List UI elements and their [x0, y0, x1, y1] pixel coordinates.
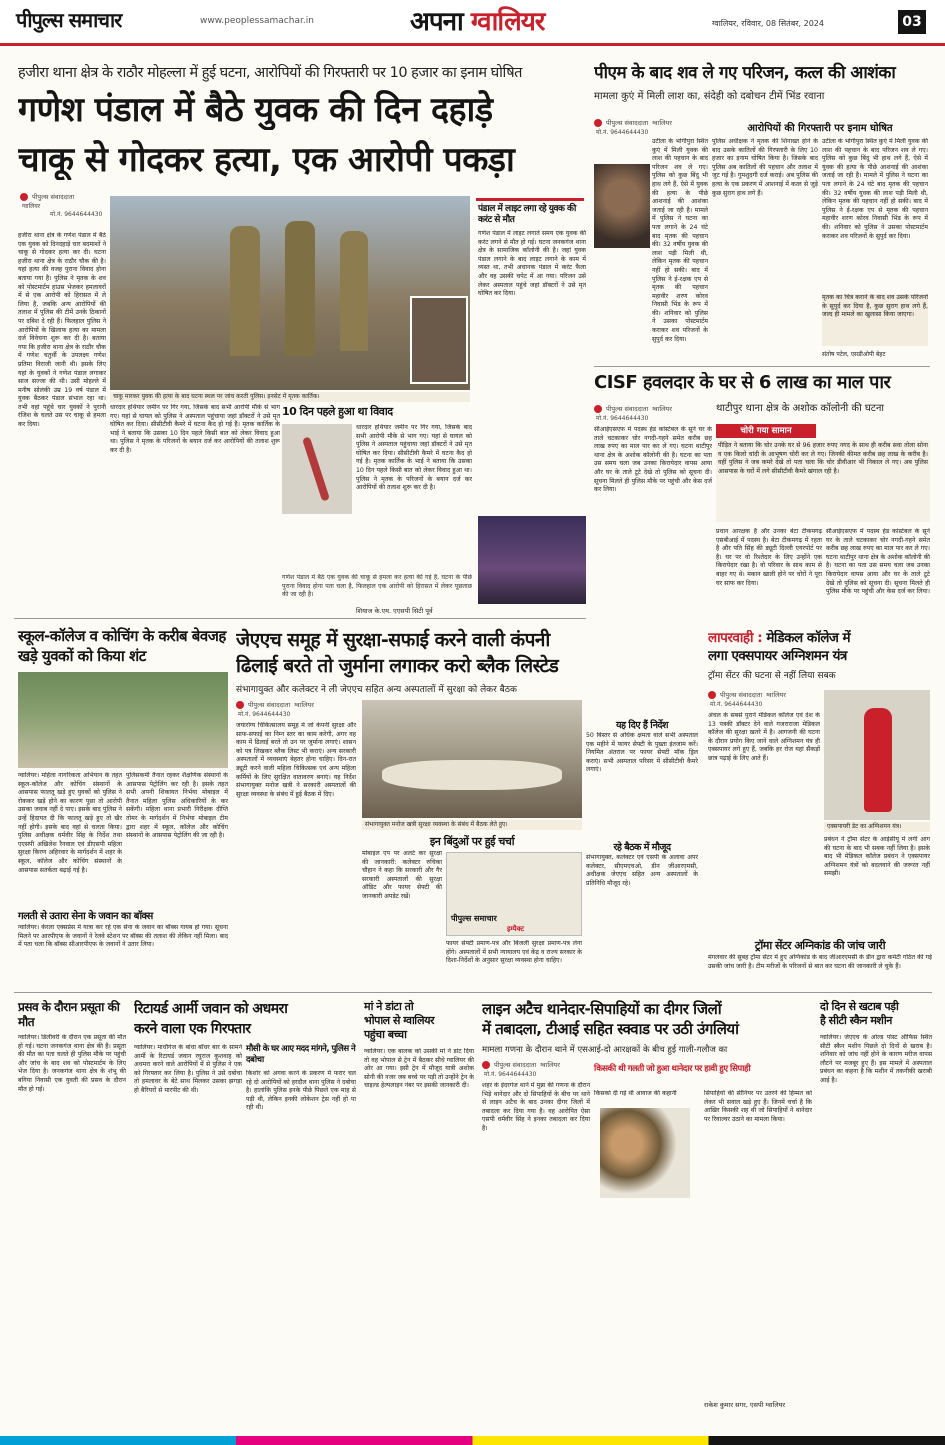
right-top-sub: आरोपियों की गिरफ्तारी पर इनाम घोषित — [747, 123, 893, 134]
medical-headline-2: लगा एक्सपायर अग्निशमन यंत्र — [708, 648, 847, 664]
byline-dot-icon — [708, 691, 716, 699]
transfer-body: शहर के इंदरगंज थाने में मुन्ना की गणना के दौरान भिड़े थानेदार और दो सिपाहियों के बीच पर थाने से लाइन अटैच के बाद उनका दीगर जिलों में तबादला कर दिया गया है। वह आरोपित ऐसा एसपी धर्मवीर सिंह ने इनका तबादला कर दिया है। — [482, 1082, 590, 1132]
byline-name: पीपुल्स संवाददाता — [494, 1061, 537, 1069]
clipping-paper: पीपुल्स समाचार — [451, 914, 497, 923]
right-top-col2: पुलिस अधीक्षक ने मृतक की शिनाख्त होने के बाद उसके कातिलों की गिरफ्तारी के लिए 10 हजार का इनाम घोषित किया है। जिसके बाद पुलिस अब कातिलों की पहचान और तलाश में जुट गई है। गुमशुदगी दर्ज कराई। अब पुलिस की हत्या के एक प्रकरण में आशनाई में कत्ल से जुड़े कुछ सुराग हाथ लगे हैं। — [712, 138, 818, 197]
lead-quote-by: शियाज के.एम. एएसपी सिटी पूर्व — [356, 607, 433, 615]
cisf-col2: प्रधान आरक्षक है और उनका बेटा टीकमगढ़ एसबीआई में पदस्थ है। बेटा टीकमगढ़ में रहता है और पति सिंह की ड्यूटी दिल्ली एयरपोर्ट पर है। घर पर वो रिश्तेदार के लिए उन्होंने एक किरायेदार रखा है। वो परिवार के साथ काम से बाहर गए थे। मकान खाली होने पर चोरों ने पूरा घर साफ कर दिया। — [716, 528, 822, 587]
army-attack-subhead: मौसी के घर आए मदद मांगने, पुलिस ने दबोचा — [246, 1044, 356, 1065]
cisf-list: पीड़ित ने बताया कि चोर उनके घर से 96 हजार रुपए नगद के साथ ही करीब सवा तोला सोना व एक किलो चांदी के आभूषण चोरी कर ले गए। जिनकी कीमत करीब छह लाख के करीब है। वहीं पुलिस ने जब कमरे देखे तो पता चला कि चोर डीवीआर भी निकाल ले गए। अब पुलिस आसपास के घरों में लगे सीसीटीवी कैमरे खंगाल रही है। — [716, 440, 930, 522]
medical-body: अंचल के सबसे पुराने मेडिकल कॉलेज एवं देश के 13 पत्रकी डॉक्टर देने वाले गजराराजा मेडिकल कॉलेज की सुरक्षा खतरे में है। आगजनी की घटना के दौरान प्रयोग किए जाने वाले अग्निशमन यंत्र ही एक्सपायर लगे हुए हैं, जबकि हर रोज यहां सैकड़ों छात्र पढ़ाई के लिए आते हैं। — [708, 712, 820, 762]
lead-mobile: मो.नं. 9644644430 — [50, 211, 103, 218]
medical-headline-1 — [708, 630, 932, 647]
army-attack-body: ग्वालियर। माधौगंज के बांधा बाँधर बार के सामने आर्मी के रिटायर्ड जवान रघुराज कुशवाह को अधमरा करने वाले आरोपियों में से पुलिस ने एक को गिरफ्तार कर लिया है। पुलिस ने उसे दबोचा तो हमलावर के बेटे साथ मिलकर उसका झगड़ा हो बैरियरों से मारपीट की थी। — [134, 1044, 242, 1094]
byline-city: ग्वालियर — [652, 405, 672, 413]
right-top-headline: पीएम के बाद शव ले गए परिजन, कत्ल की आशंका — [594, 63, 896, 83]
right-top-mobile: मो.नं. 9644644430 — [596, 129, 649, 136]
police-figure — [230, 226, 260, 356]
dateline: ग्वालियर, रविवार, 08 सितंबर, 2024 — [712, 19, 824, 28]
side-body: गणेश पंडाल में लाइट लगाते समय एक युवक की करंट लगने से मौत हो गई। घटना जनकगंज थाना क्षेत्र के सामाजिक कॉलोनी की है। जहां युवक पंडाल लगाने के बाद लाइट लगाने के काम में व्यस्त था, तभी अचानक पंडाल में करंट फैला और वह उसकी चपेट में आ गया। परिजन उसे लेकर अस्पताल पहुंचे जहां डॉक्टरों ने उसे मृत घोषित कर दिया। — [478, 230, 586, 298]
school-body: ग्वालियर। महिला नागरिकता अभियान के तहत स्कूल-कॉलेज और कोचिंग संस्थानों के आसपास फालतू खड़े हुए युवकों को पुलिस ने रोककर खड़े होने का कारण पूछा तो आरोपी उसका जवाब नहीं दे पाए। इसके बाद पुलिस ने उन्हें हिदायत दी कि फालतू खड़े हुए तो खैर नहीं होगी। इसके बाद वहां से चलता किया। पुलिस अधीक्षक धर्मवीर सिंह के निर्देश तथा एएसपी अखिलेश रैनवाल एवं डीएसपी महिला सुरक्षा किरण अहिरवार के मार्गदर्शन में शहर के स्कूल, कॉलेज और कोचिंग संस्थानों के आसपास सतर्कता बढ़ाई गई है। — [18, 772, 122, 874]
byline-city: ग्वालियर — [652, 119, 672, 127]
byline-dot-icon — [594, 405, 602, 413]
extinguisher-caption: एक्सपायरी डेट का अग्निशमन यंत्र। — [824, 822, 930, 832]
right-top-byline — [594, 118, 704, 127]
website: www.peoplessamachar.in — [200, 16, 314, 26]
police-cartoon — [600, 1108, 690, 1198]
medical-deck: ट्रॉमा सेंटर की घटना से नहीं लिया सबक — [708, 671, 836, 681]
lead-body: हजीरा थाना क्षेत्र के गणेश पंडाल में बैठे एक युवक को दिनदहाड़े चार बदमाशों ने चाकू से गोदकर हत्या कर दी। घटना हजीरा थाना क्षेत्र के राठौर चौक की है। यहां हत्या की वजह पुराना विवाद होना बताया गया है। पुलिस ने मृतक के शव को पोस्टमार्टम हाउस भेजकर हमलावरों में से एक आरोपी को हिरासत में ले लिया है, जबकि अन्य आरोपियों की तलाश में पुलिस की टीमें उनके ठिकानों पर दबिश दे रही हैं। फिलहाल पुलिस ने आरोपियों के खिलाफ हत्या का मामला दर्ज विवेचना शुरू कर दी है। बताया गया कि हजीरा थाना क्षेत्र के राठौर चौक में गणेश चतुर्थी के उपलक्ष्य गणेश प्रतिमा विराजी जानी थी। इसके लिए यहां के युवकों ने गणेश पंडाल लगाकर साज सज्जा की थी। उसी मोहल्ले में मनीष सोलंकी उम्र 19 वर्ष पंडाल में युवक बैठकर पंडाल संभाल रहा था। तभी वहां पहुंचे चार युवकों ने पुरानी रंजिश के चलते उस पर चाकू से हमला कर दिया। — [18, 232, 106, 429]
lead-byline-city: ग्वालियर — [22, 203, 41, 210]
byline-city: ग्वालियर — [294, 701, 314, 709]
lead-headline-2: चाकू से गोदकर हत्या, एक आरोपी पकड़ा — [18, 140, 515, 180]
ctscan-headline-2: है सीटी स्कैन मशीन — [820, 1014, 892, 1027]
clipping-label: इम्पैक्ट — [507, 925, 524, 933]
jah-col4: फायर सेफ्टी प्रमाण-पत्र और बिजली सुरक्षा प्रमाण-पत्र लेना होंगे। अस्पतालों में सभी न्यायालय एवं केंद्र व राज्य सरकार के दिशा-निर्देशों के अनुसार सुरक्षा व्यवस्था होना चाहिए। — [446, 940, 582, 965]
right-top-col3: उटीला के भोगीपुरा स्थित कुएं में मिली युवक की लाश की पहचान के बाद परिजन शव ले गए। पुलिस को कुछ बिंदु भी हाथ लगे हैं, ऐसे में युवक की हत्या के पीछे आशनाई की आशंका जताई जा रही है। मामले में पुलिस ने घटना का पता लगाने के 24 घंटे बाद मृतक की पहचान की। 32 वर्षीय युवक की लाश पड़ी मिली थी, लेकिन मृतक की पहचान नहीं हो सकी। बाद में पुलिस ने ई-रक्षक एप से मृतक की पहचान महावीर शरण कोरव निवासी भिंड के रूप में की। शनिवार को पुलिस ने उसका पोस्टमार्टम कराकर शव परिजनों के सुपुर्द कर दिया। — [822, 138, 928, 240]
medical-headline-1-text: मेडिकल कॉलेज में — [766, 630, 851, 646]
directions-headline: यह दिए हैं निर्देश — [615, 720, 669, 731]
cisf-divider — [594, 366, 930, 367]
school-photo — [18, 672, 228, 768]
jah-deck: संभागायुक्त और कलेक्टर ने ली जेएएच सहित अन्य अस्पतालों में सुरक्षा को लेकर बैठक — [236, 685, 517, 695]
right-top-caption: मृतक का चित्र कराने के बाद शव उसके परिजनों के सुपुर्द कर दिया है, कुछ सुराग हाथ लगे हैं, जल्द ही मामले का खुलासा किया जाएगा। — [822, 294, 928, 346]
knife-icon — [302, 436, 330, 501]
present-body: संभागायुक्त, कलेक्टर एवं एसपी के अलावा अपर कलेक्टर, सीएमएचओ, डीन जीआरएमसी, अधीक्षक जेएएच सहित अन्य अस्पतालों के प्रतिनिधि मौजूद रहे। — [586, 854, 698, 887]
transfer-headline-2: में तबादला, टीआई सहित स्क्वाड पर उठी उंगलियां — [482, 1020, 739, 1038]
section-divider — [14, 618, 586, 619]
trauma-headline: ट्रॉमा सेंटर अग्निकांड की जांच जारी — [754, 939, 886, 952]
cisf-mobile: मो.नं. 9644644430 — [596, 415, 649, 422]
byline-name: पीपुल्स संवाददाता — [606, 405, 649, 413]
lead-sub-body: धारदार हथियार जमीन पर गिर गया, जिसके बाद सभी आरोपी मौके से भाग गए। यहां से घायल को पुलिस ने अस्पताल पहुंचाया जहां डॉक्टरों ने उसे मृत घोषित कर दिया। सीसीटीवी कैमरे में घटना कैद हो गई है। मृतक कार्तिक के भाई ने बताया कि उसका 10 दिन पहले किसी बात को लेकर विवाद हुआ था। पुलिस ने मृतक के परिजनों के बयान दर्ज कर आरोपियों की तलाश शुरू कर दी है। — [110, 404, 280, 454]
page-number: 03 — [898, 10, 926, 34]
child-body: ग्वालियर। एक बालक को उसकी मां ने डांट दिया तो वह भोपाल से ट्रेन में बैठकर सीधे ग्वालियर की ओर आ गया। इसी ट्रेन में मौजूद यात्री अशोक सोनी की नजर जब बच्चे पर पड़ी तो उन्होंने ट्रेन के चाइल्ड हेल्पलाइन नंबर पर इसकी जानकारी दी। — [364, 1048, 474, 1090]
knife-photo — [282, 424, 352, 514]
army-attack-headline-2: करने वाला एक गिरफ्तार — [134, 1021, 251, 1037]
cisf-headline: CISF हवलदार के घर से 6 लाख का माल पार — [594, 372, 891, 393]
lead-photo — [110, 196, 470, 390]
side-photo — [478, 516, 586, 604]
transfer-box: किसको दी गई थी आवाज की कहानी — [594, 1090, 677, 1097]
ctscan-headline-1: दो दिन से खटाब पड़ी — [820, 1000, 899, 1013]
medical-col2: प्रबंधन ने ट्रॉमा सेंटर के आईसीयू में लगी आग की घटना के बाद भी सबक नहीं लिया है। इसके बाद भी मेडिकल कॉलेज प्रबंधन ने एक्सपायर अग्निशमन यंत्रों को बदलवाने की जरूरत नहीं समझी। — [824, 836, 930, 878]
jah-mobile: मो.नं. 9644644430 — [238, 711, 291, 718]
pregnancy-body: ग्वालियर। डिलीवरी के दौरान एक प्रसूता की मौत हो गई। घटना जनकगंज थाना क्षेत्र की है। प्रसूता की मौत का पता चलते ही पुलिस मौके पर पहुंची और जांच के बाद शव को पोस्टमार्टम के लिए भेज दिया है। जनकगंज थाना क्षेत्र के शंभू की बगिया निवासी एक युवती की प्रसव के दौरान मौत हो गई। — [18, 1034, 126, 1093]
byline-dot-icon — [594, 119, 602, 127]
lead-photo-caption: चाकू मारकर युवक की हत्या के बाद घटना स्थल पर जांच करती पुलिस। इनसेट में मृतक कार्तिक। — [110, 392, 470, 402]
byline-name: पीपुल्स संवाददाता — [248, 701, 291, 709]
masthead — [0, 0, 945, 46]
byline-dot-icon — [20, 193, 28, 201]
cisf-col3: सीआईएसएफ में पदस्थ हेड कांस्टेबल के सूने घर के ताले चटकाकर चोर नगदी-गहने समेत करीब छह लाख रुपए का माल पार कर ले गए। घटना थाटीपुर थाना क्षेत्र के अशोक कॉलोनी की है। घटना का पता उस समय चला जब उनका किरायेदार वापस आया और घर के ताले टूटे देखे तो पुलिस को सूचना दी। सूचना मिलते ही पुलिस मौके पर पहुंची और केस दर्ज कर लिया। — [826, 528, 930, 596]
byline-dot-icon — [236, 701, 244, 709]
trauma-body: मंगलवार की सुबह ट्रॉमा सेंटर में हुए अग्निकांड के बाद जीआरएमसी के डीन द्वारा कमेटी गठित की गई उसकी जांच जारी है। टीम मरीजों के परिजनों से बात कर घटना की जानकारी ले चुके हैं। — [708, 954, 932, 970]
school-col2: पुलिसकर्मी तैनात रहकर शैक्षणिक संस्थानों के आसपास पेट्रोलिंग कर रही है। इसके तहत सभी अपनी शिकायत निर्भया मोबाइल में तैनात महिला पुलिस अधिकारियों के कर सकेंगी। महिला थाना प्रभारी निरीक्षक दीप्ति तोमर के मार्गदर्शन में निर्भया मोबाइल टीम द्वारा शहर में स्कूल, कॉलेज और कोचिंग संस्थानों के आसपास पेट्रोलिंग की जा रही है। — [126, 772, 228, 840]
byline-city: ग्वालियर — [540, 1061, 560, 1069]
byline-city: ग्वालियर — [766, 691, 786, 699]
school-headline: स्कूल-कॉलेज व कोचिंग के करीब बेवजह खड़े युवकों को किया शंट — [18, 627, 226, 665]
jah-headline-2: ढिलाई बरते तो जुर्माना लगाकर करो ब्लैक लिस्टेड — [236, 655, 559, 677]
inset-portrait — [410, 296, 468, 384]
medical-mobile: मो.नं. 9644644430 — [710, 701, 763, 708]
lead-headline-1: गणेश पंडाल में बैठे युवक की दिन दहाड़े — [18, 90, 493, 130]
army-attack-sub-body: किशोर को अगवा करने के प्रकरण में फरार चल रहे दो आरोपियों को हरदौल थाना पुलिस ने दबोचा है। हालांकि पुलिस इनके पीछे पिछले एक माह से पड़ी थी, लेकिन इनकी लोकेशन ट्रेस नहीं हो पा रही थी। — [246, 1070, 356, 1112]
paper-logo: पीपुल्स समाचार — [16, 8, 122, 32]
police-figure — [340, 231, 368, 351]
lead-note: गणेश पंडाल में बैठे एक युवक की चाकू से हमला कर हत्या की गई है, घटना के पीछे पुराना विवाद होना पता चला है, फिलहाल एक आरोपी को हिरासत में लेकर पूछताछ की जा रही है। — [282, 574, 472, 599]
byline-name: पीपुल्स संवाददाता — [32, 193, 75, 201]
jah-photo-caption: संभागायुक्त मनोज खत्री सुरक्षा व्यवस्था के संबंध में बैठक लेते हुए। — [362, 820, 582, 830]
side-head-bar — [476, 198, 584, 201]
section-city: ग्वालियर — [470, 7, 545, 37]
extinguisher-photo — [824, 690, 930, 820]
cisf-tag: चोरी गया सामान — [716, 424, 816, 438]
section-title — [410, 2, 544, 38]
lead-col3: धारदार हथियार जमीन पर गिर गया, जिसके बाद सभी आरोपी मौके से भाग गए। यहां से घायल को पुलिस ने अस्पताल पहुंचाया जहां डॉक्टरों ने उसे मृत घोषित कर दिया। सीसीटीवी कैमरे में घटना कैद हो गई है। मृतक कार्तिक के भाई ने बताया कि उसका 10 दिन पहले किसी बात को लेकर विवाद हुआ था। पुलिस ने मृतक के परिजनों के बयान दर्ज कर आरोपियों की तलाश शुरू कर दी है। — [356, 424, 472, 492]
byline-name: पीपुल्स संवाददाता — [720, 691, 763, 699]
army-body: ग्वालियर। केरला एक्सप्रेस में यात्रा कर रहे एक सेना के जवान का बॉक्स गायब हो गया। सूचना मिलने पर आरपीएफ के जवानों ने रेलवे स्टेशन पर बॉक्स की तलाश की लेकिन नहीं मिला। बाद में पता चला कि बॉक्स सीआरपीएफ के जवानों ने उतार लिया। — [18, 924, 228, 949]
child-headline-3: पहुंचा बच्चा — [364, 1028, 407, 1041]
cisf-byline — [594, 404, 712, 413]
points-body: मोबाइल एप पर अलर्ट कर सुरक्षा की जानकारी: कलेक्टर रुचिका चौहान ने कहा कि सरकारी और गैर सरकारी अस्पतालों की सुरक्षा ऑडिट और फायर सेफ्टी की जानकारी अपडेट रखें। — [362, 850, 442, 900]
army-attack-headline-1: रिटायर्ड आर्मी जवान को अधमरा — [134, 1001, 288, 1017]
cisf-body: सीआईएसएफ में पदस्थ हेड कांस्टेबल के सूने घर के ताले चटकाकर चोर नगदी-गहने समेत करीब छह लाख रुपए का माल पार कर ले गए। घटना थाटीपुर थाना क्षेत्र के अशोक कॉलोनी की है। घटना का पता उस समय चला जब उनका किरायेदार वापस आया और घर के ताले टूटे देखे तो पुलिस को सूचना दी। सूचना मिलते ही पुलिस मौके पर पहुंची और केस दर्ज कर लिया। — [594, 426, 712, 494]
directions-body: 50 बिस्तर से अधिक क्षमता वाले सभी अस्पताल एक महीने में फायर सेफ्टी के पुख्ता इंतजाम करें। नियमित अंतराल पर फायर सेफ्टी मॉक ड्रिल कराएं। सभी अस्पताल परिसर में सीसीटीवी कैमरे लगाएं। — [586, 732, 698, 774]
right-top-deck: मामला कुएं में मिली लाश का, संदेही को दबोचन टीमें भिंड रवाना — [594, 91, 825, 102]
medical-headline-red: लापरवाही : — [708, 630, 763, 646]
jah-meeting-photo — [362, 700, 582, 818]
transfer-mobile: मो.नं. 9644644430 — [484, 1071, 537, 1078]
transfer-byline — [482, 1060, 602, 1069]
byline-dot-icon — [482, 1061, 490, 1069]
child-headline-2: भोपाल से ग्वालियर — [364, 1014, 434, 1027]
jah-headline-1: जेएएच समूह में सुरक्षा-सफाई करने वाली कंपनी — [236, 629, 550, 651]
medical-byline — [708, 690, 818, 699]
police-figure — [285, 221, 315, 356]
right-top-body: उटीला के भोगीपुरा स्थित कुएं में मिली युवक की लाश की पहचान के बाद परिजन शव ले गए। पुलिस को कुछ बिंदु भी हाथ लगे हैं, ऐसे में युवक की हत्या के पीछे आशनाई की आशंका जताई जा रही है। मामले में पुलिस ने घटना का पता लगाने के 24 घंटे बाद मृतक की पहचान की। 32 वर्षीय युवक की लाश पड़ी मिली थी, लेकिन मृतक की पहचान नहीं हो सकी। बाद में पुलिस ने ई-रक्षक एप से मृतक की पहचान महावीर शरण कोरव निवासी भिंड के रूप में की। शनिवार को पुलिस ने उसका पोस्टमार्टम कराकर शव परिजनों के सुपुर्द कर दिया। — [652, 138, 708, 343]
lead-kicker: हजीरा थाना क्षेत्र के राठौर मोहल्ला में हुई घटना, आरोपियों की गिरफ्तारी पर 10 हजार का इनाम घोषित — [18, 65, 522, 81]
bottom-divider — [14, 992, 932, 993]
transfer-headline-1: लाइन अटैच थानेदार-सिपाहियों का दीगर जिलों — [482, 1000, 722, 1018]
jah-body: जयारोग्य चिकित्सालय समूह में जो कंपनी सुरक्षा और साफ-सफाई का निम्न स्तर का काम करेगी, अगर वह काम में ढिलाई बरते तो उन पर जुर्माना लगाएं। शासन को पत्र लिखकर ब्लैक लिस्ट भी कराएं। अन्य सरकारी अस्पतालों में व्यवस्थाएं बेहतर होना चाहिए। दिन-रात ड्यूटी करने वाली महिला चिकित्सक एवं अन्य महिला कर्मियों के लिए सुरक्षित वातावरण बनाएं। यह निर्देश संभागायुक्त मनोज खत्री ने सरकारी अस्पतालों की सुरक्षा व्यवस्था के संबंध में हुई बैठक में दिए। — [236, 722, 356, 798]
impact-clipping — [446, 852, 582, 936]
lead-byline — [20, 192, 110, 201]
byline-name: पीपुल्स संवाददाता — [606, 119, 649, 127]
transfer-sign: राकेश कुमार सगर, एसपी ग्वालियर — [704, 1401, 786, 1409]
points-headline: इन बिंदुओं पर हुई चर्चा — [429, 835, 515, 848]
footer-color-strip — [0, 1436, 945, 1445]
transfer-quote: किसकी थी गलती जो हुआ थानेदार पर हावी हुए सिपाही — [594, 1064, 751, 1074]
transfer-deck: मामला गणना के दौरान थाने में एसआई-दो आरक्षकों के बीच हुई गाली-गलौज का — [482, 1045, 728, 1055]
lead-subhead: 10 दिन पहले हुआ था विवाद — [282, 405, 393, 418]
right-top-quote-by: संतोष पटेल, एसडीओपी बेहट — [822, 351, 886, 358]
cisf-deck: थाटीपुर थाना क्षेत्र के अशोक कॉलोनी की घटना — [716, 403, 884, 414]
jah-byline — [236, 700, 356, 709]
present-headline: रहे बैठक में मौजूद — [613, 842, 671, 853]
transfer-body-2: सिपाहियों की सीनियर पर उतरने की हिम्मत को लेकर भी सवाल खड़े हुए हैं। जिनमें चर्चा है कि आखिर किसकी शह थी जो सिपाहियों ने थानेदार पर रिवाल्वर उठाने का मामला किया। — [704, 1090, 812, 1123]
ctscan-body: ग्वालियर। जेएएच के ओल्ड पोस्ट ऑफिस स्थित सीटी स्कैन मशीन पिछले दो दिनों से खराब है। शनिवार को जांच नहीं होने के कारण मरीज वापस लौटने पर मजबूर हुए हैं। इस मामले में अस्पताल प्रबंधन का कहना है कि मशीन में तकनीकी खराबी आई है। — [820, 1034, 932, 1084]
extinguisher-icon — [864, 708, 892, 812]
child-headline-1: मां ने डांटा तो — [364, 1000, 414, 1013]
side-headline: पंडाल में लाइट लगा रहे युवक की करंट से मौत — [478, 204, 576, 225]
section-prefix: अपना — [410, 7, 463, 37]
pregnancy-headline: प्रसव के दौरान प्रसूता की मौत — [18, 1000, 120, 1029]
meeting-table — [382, 760, 562, 790]
army-headline: गलती से उतारा सेना के जवान का बॉक्स — [18, 911, 153, 922]
